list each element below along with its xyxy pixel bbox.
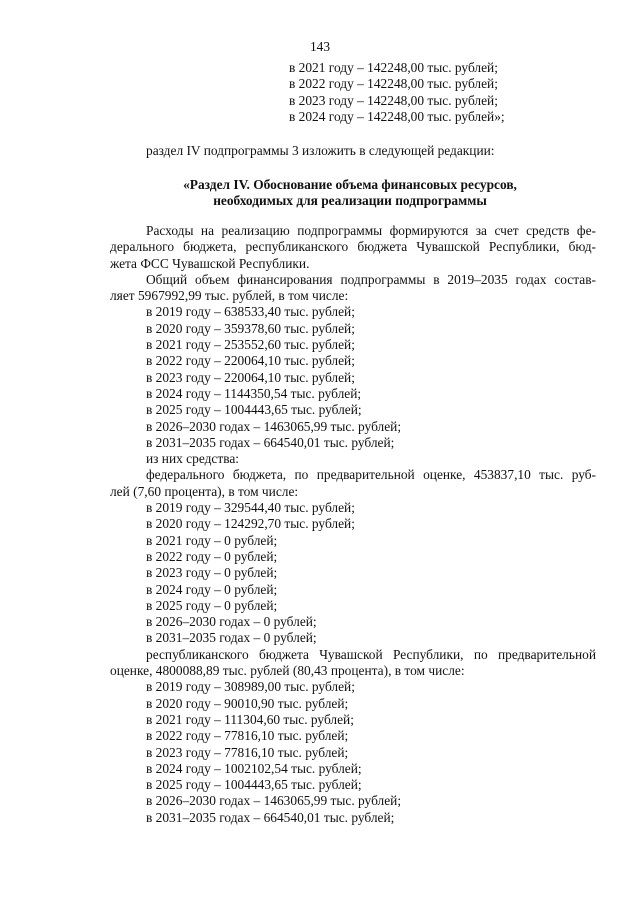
list-item: в 2023 году – 0 рублей; bbox=[146, 565, 278, 581]
paragraph-line: из них средства: bbox=[146, 451, 240, 467]
list-item: в 2020 году – 90010,90 тыс. рублей; bbox=[146, 695, 349, 711]
list-item: в 2026–2030 годах – 0 рублей; bbox=[146, 614, 317, 630]
list-item: в 2025 году – 1004443,65 тыс. рублей; bbox=[146, 777, 362, 793]
paragraph-line: жета ФСС Чувашской Республики. bbox=[110, 255, 310, 271]
list-item: в 2026–2030 годах – 1463065,99 тыс. рублей; bbox=[146, 793, 402, 809]
list-item: в 2031–2035 годах – 664540,01 тыс. рублей; bbox=[146, 434, 395, 450]
list-item: в 2019 году – 329544,40 тыс. рублей; bbox=[146, 500, 355, 516]
list-item: в 2025 году – 1004443,65 тыс. рублей; bbox=[146, 402, 362, 418]
list-item: в 2021 году – 0 рублей; bbox=[146, 532, 278, 548]
list-item: в 2023 году – 142248,00 тыс. рублей; bbox=[289, 92, 498, 108]
list-item: в 2031–2035 годах – 664540,01 тыс. рублей; bbox=[146, 809, 395, 825]
heading-line: необходимых для реализации подпрограммы bbox=[213, 193, 487, 209]
list-item: в 2020 году – 124292,70 тыс. рублей; bbox=[146, 516, 355, 532]
list-item: в 2024 году – 0 рублей; bbox=[146, 581, 278, 597]
paragraph-line: оценке, 4800088,89 тыс. рублей (80,43 процента), в том числе: bbox=[110, 663, 465, 679]
list-item: в 2021 году – 142248,00 тыс. рублей; bbox=[289, 60, 498, 75]
paragraph-line: федерального бюджета, по предварительной оценке, 453837,10 тыс. руб- bbox=[146, 467, 596, 483]
list-item: в 2022 году – 0 рублей; bbox=[146, 548, 278, 564]
list-item: в 2019 году – 308989,00 тыс. рублей; bbox=[146, 679, 355, 695]
list-item: в 2020 году – 359378,60 тыс. рублей; bbox=[146, 320, 355, 336]
amendment-instruction: раздел IV подпрограммы 3 изложить в следующей редакции: bbox=[146, 143, 495, 158]
list-item: в 2023 году – 220064,10 тыс. рублей; bbox=[146, 369, 355, 385]
list-item: в 2019 году – 638533,40 тыс. рублей; bbox=[146, 304, 355, 320]
paragraph-line: Расходы на реализацию подпрограммы формируются за счет средств фе- bbox=[146, 223, 596, 238]
list-item: в 2024 году – 142248,00 тыс. рублей»; bbox=[289, 108, 505, 124]
section-heading bbox=[0, 177, 640, 210]
list-item: в 2021 году – 111304,60 тыс. рублей; bbox=[146, 711, 354, 727]
list-item: в 2026–2030 годах – 1463065,99 тыс. рублей; bbox=[146, 418, 402, 434]
list-item: в 2021 году – 253552,60 тыс. рублей; bbox=[146, 337, 355, 353]
list-item: в 2022 году – 142248,00 тыс. рублей; bbox=[289, 76, 498, 92]
list-item: в 2025 году – 0 рублей; bbox=[146, 597, 278, 613]
list-item: в 2024 году – 1002102,54 тыс. рублей; bbox=[146, 760, 362, 776]
previous-section-list bbox=[0, 60, 640, 125]
paragraph-line: ляет 5967992,99 тыс. рублей, в том числе: bbox=[110, 288, 349, 304]
paragraph-line: лей (7,60 процента), в том числе: bbox=[110, 483, 299, 499]
list-item: в 2022 году – 77816,10 тыс. рублей; bbox=[146, 728, 349, 744]
paragraph-line: Общий объем финансирования подпрограммы в 2019–2035 годах состав- bbox=[146, 271, 596, 287]
paragraph-line: дерального бюджета, республиканского бюджета Чувашской Республики, бюд- bbox=[110, 239, 596, 255]
section-body bbox=[0, 223, 640, 826]
paragraph-line: республиканского бюджета Чувашской Республики, по предварительной bbox=[146, 646, 596, 662]
list-item: в 2031–2035 годах – 0 рублей; bbox=[146, 630, 317, 646]
list-item: в 2023 году – 77816,10 тыс. рублей; bbox=[146, 744, 349, 760]
list-item: в 2022 году – 220064,10 тыс. рублей; bbox=[146, 353, 355, 369]
heading-line: «Раздел IV. Обоснование объема финансовых ресурсов, bbox=[183, 177, 517, 192]
page-number: 143 bbox=[309, 39, 331, 54]
list-item: в 2024 году – 1144350,54 тыс. рублей; bbox=[146, 385, 362, 401]
